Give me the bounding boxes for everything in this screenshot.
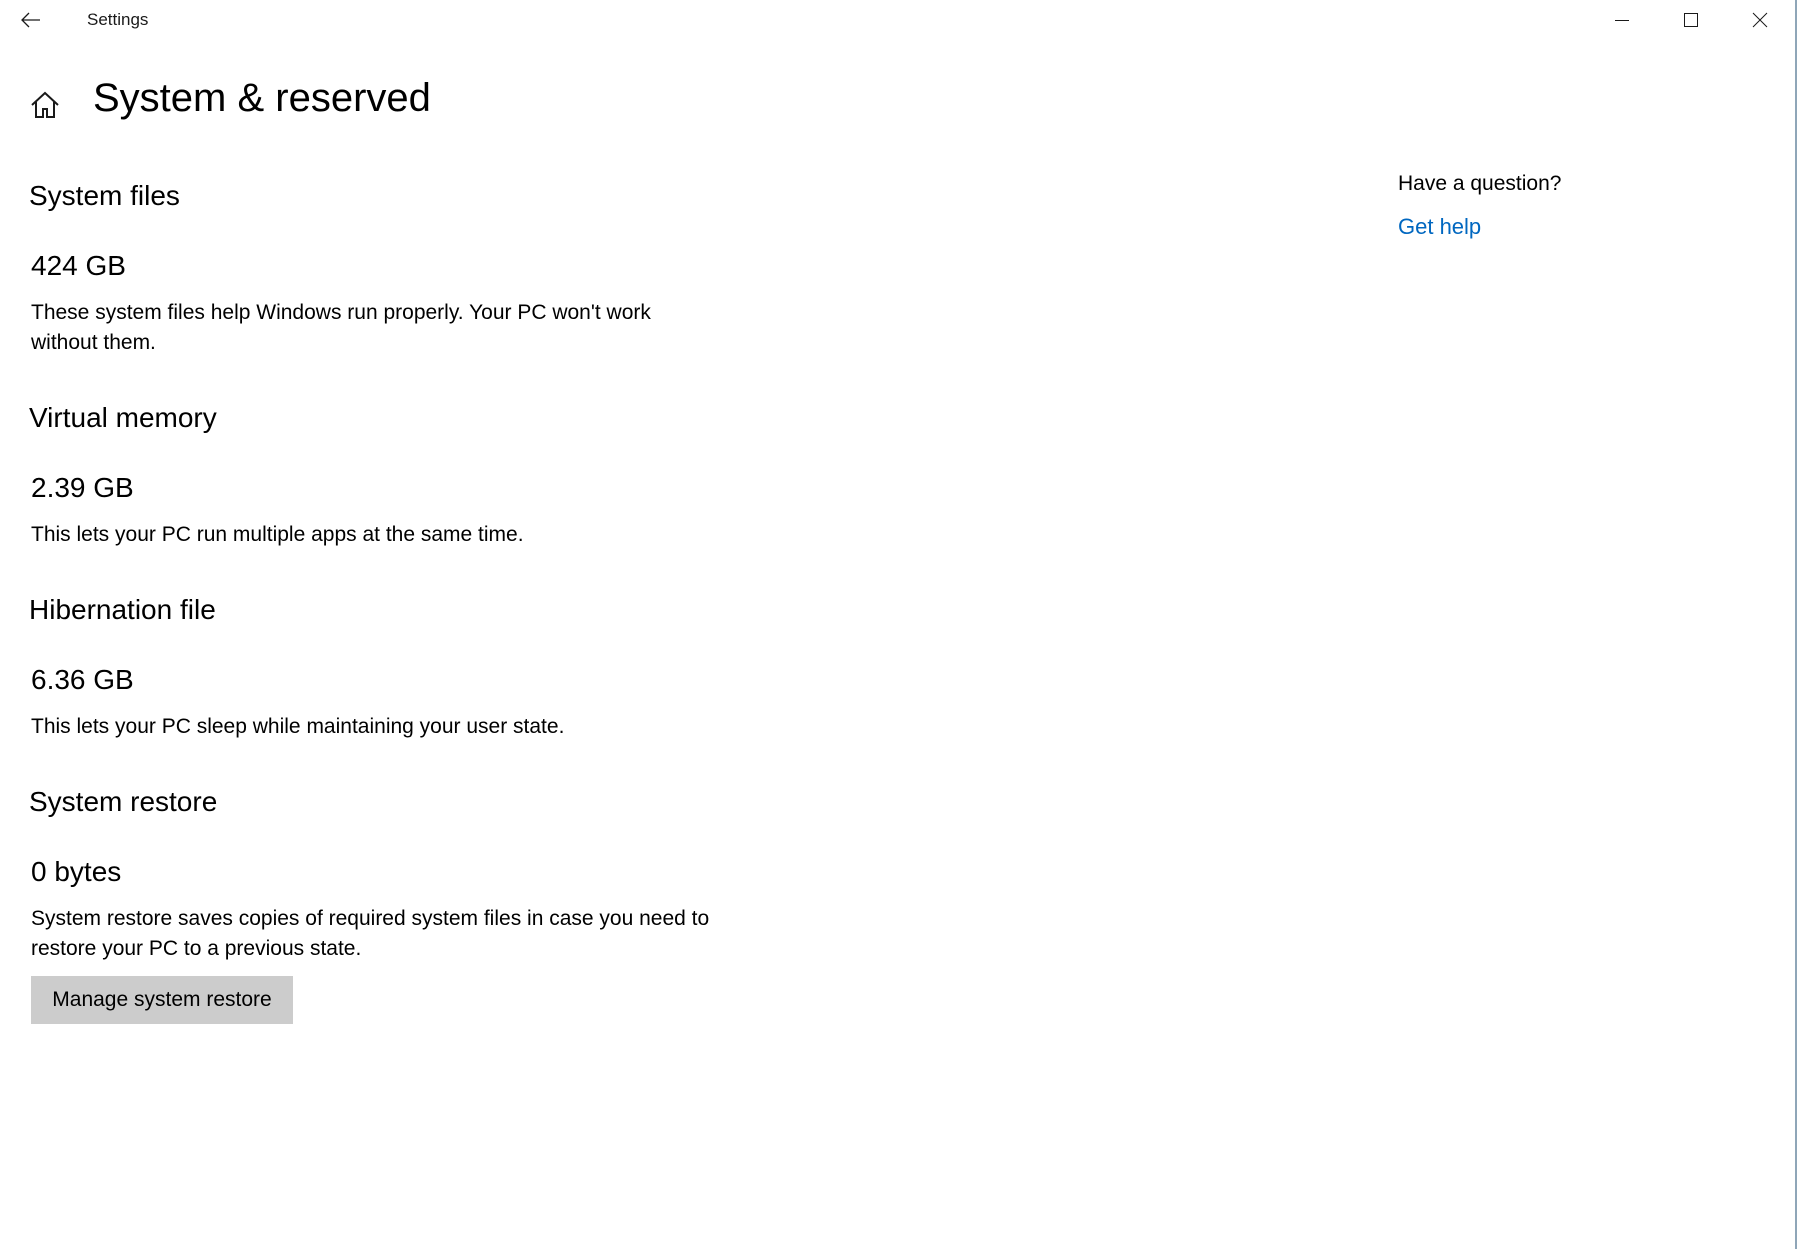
size-system-files: 424 GB — [31, 250, 126, 281]
close-button[interactable] — [1725, 0, 1794, 40]
section-title-hibernation-file: Hibernation file — [29, 594, 216, 625]
back-button[interactable] — [8, 0, 54, 40]
home-icon — [28, 88, 62, 122]
maximize-button[interactable] — [1656, 0, 1725, 40]
close-icon — [1752, 12, 1768, 28]
size-system-restore: 0 bytes — [31, 856, 122, 887]
minimize-button[interactable] — [1587, 0, 1656, 40]
section-title-system-files: System files — [29, 180, 180, 211]
help-question: Have a question? — [1398, 172, 1562, 195]
size-virtual-memory: 2.39 GB — [31, 472, 134, 503]
title-bar — [0, 0, 1798, 40]
description-system-restore: System restore saves copies of required system files in case you need to restore your PC to a previous state. — [31, 907, 710, 960]
description-system-files: These system files help Windows run properly. Your PC won't work without them. — [31, 301, 651, 354]
maximize-icon — [1683, 12, 1699, 28]
description-hibernation-file: This lets your PC sleep while maintaining your user state. — [31, 715, 565, 738]
get-help-link[interactable]: Get help — [1398, 214, 1482, 239]
home-button[interactable] — [28, 88, 64, 124]
description-virtual-memory: This lets your PC run multiple apps at the same time. — [31, 523, 524, 546]
page-title: System & reserved — [93, 76, 431, 120]
manage-system-restore-button[interactable]: Manage system restore — [31, 976, 293, 1024]
size-hibernation-file: 6.36 GB — [31, 664, 134, 695]
window-edge — [1795, 0, 1797, 1249]
window-title: Settings — [87, 10, 149, 29]
section-title-system-restore: System restore — [29, 786, 218, 817]
back-arrow-icon — [21, 12, 41, 28]
minimize-icon — [1614, 12, 1630, 28]
section-title-virtual-memory: Virtual memory — [29, 402, 217, 433]
